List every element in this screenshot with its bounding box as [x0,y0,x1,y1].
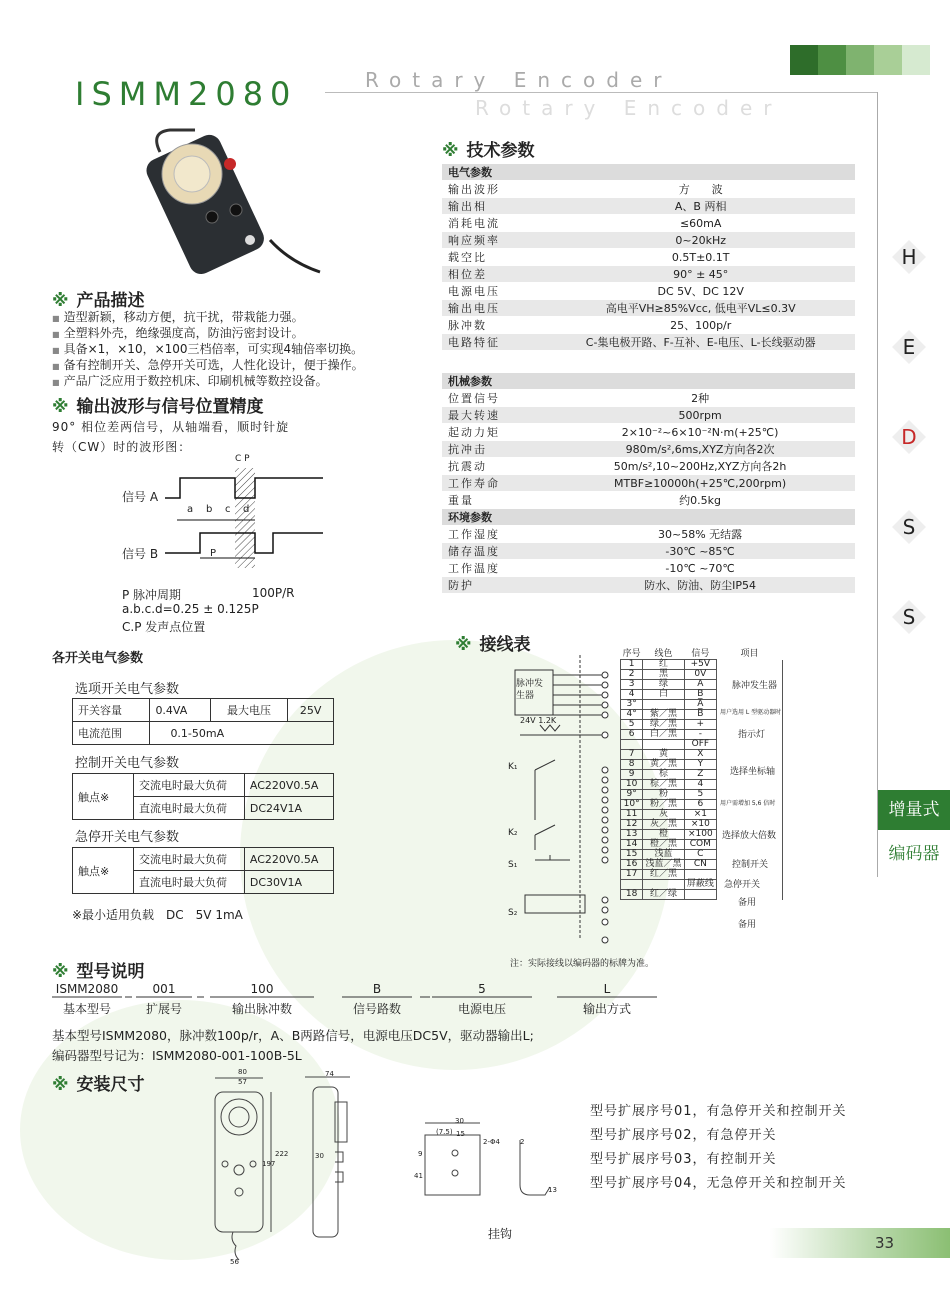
list-item: ■ 产品广泛应用于数控机床、印刷机械等数控设备。 [52,374,447,390]
cell: 灰／黑 [643,820,684,830]
generator-label: 脉冲发生器 [516,679,544,701]
wiring-heading: ※ 接线表 [455,635,531,655]
param-label: 位置信号 [442,390,545,407]
electrical-table [442,164,855,351]
group-row [442,509,855,526]
group-row [442,373,855,390]
model-label: 电源电压 [457,1002,506,1016]
cell: ×1 [684,810,716,820]
table-row [442,181,855,198]
param-value: 约0.5kg [545,492,855,509]
cell [643,700,684,710]
seg-d: d [243,504,250,515]
led-label: 24V 1.2K [520,716,557,725]
subtitle-echo: Rotary Encoder [475,96,783,120]
group-ctrl: 控制开关 [732,860,769,870]
cell: 棕／黑 [643,780,684,790]
side-letter: S [892,510,926,544]
param-value: 30~58% 无结露 [545,526,855,543]
table-row [442,283,855,300]
estop-switch-title: 急停开关电气参数 [75,830,180,845]
param-value: 0.5T±0.1T [546,249,855,266]
param-value: 0~20kHz [546,232,855,249]
cell: C [684,850,716,860]
model-label: 信号路数 [352,1002,401,1016]
param-label: 电路特征 [442,334,546,351]
cell [684,890,716,900]
list-item: 型号扩展序号02，有急停开关 [590,1128,777,1143]
cell: 4 [684,780,716,790]
group-spare1: 备用 [738,898,757,908]
table-row [621,780,783,790]
cell: 11 [621,810,643,820]
cell: 4° [621,710,643,720]
model-example: 编码器型号记为：ISMM2080-001-100B-5L [52,1048,302,1063]
cell [717,750,783,760]
green-square [902,45,930,75]
table-row [442,215,855,232]
green-square [818,45,846,75]
switch-heading: 各开关电气参数 [52,651,144,666]
param-value: 防水、防油、防尘IP54 [545,577,855,594]
cell: Y [684,760,716,770]
cell: 10 [621,780,643,790]
desc-heading: ※ 产品描述 [52,291,145,311]
param-value: A、B 两相 [546,198,855,215]
cell [717,740,783,750]
table-row [442,458,855,475]
opt-switch-title: 选项开关电气参数 [75,682,180,697]
list-item: ■ 具备×1，×10，×100三档倍率，可实现4轴倍率切换。 [52,342,447,358]
param-label: 抗冲击 [442,441,545,458]
param-value: 2种 [545,390,855,407]
param-value: 980m/s²,6ms,XYZ方向各2次 [545,441,855,458]
param-label: 抗震动 [442,458,545,475]
list-item: ■ 全塑料外壳，绝缘强度高，防油污密封设计。 [52,326,447,342]
param-label: 最大转速 [442,407,545,424]
dim-label: 15 [456,1130,465,1138]
period-label: P [210,548,217,559]
wiring-note: 注：实际接线以编码器的标牌为准。 [510,959,655,969]
dim-label: 41 [414,1172,423,1180]
cell: + [684,720,716,730]
s1-label: S₁ [508,860,518,870]
cell: +5V [684,660,716,670]
dim-label: 2 [520,1138,525,1146]
param-value: -10℃ ~70℃ [545,560,855,577]
cell: - [684,730,716,740]
cell: 0.1-50mA [150,722,334,745]
model-label: 基本型号 [62,1002,111,1016]
dim-label: 2-Φ4 [483,1138,500,1146]
table-row [442,543,855,560]
dim-label: 222 [275,1150,289,1158]
cell [621,740,643,750]
header-cell: 线色 [654,649,673,659]
ctrl-switch-title: 控制开关电气参数 [75,756,180,771]
cell: 棕 [643,770,684,780]
cell: 6 [621,730,643,740]
cell: 3° [621,700,643,710]
cell: DC24V1A [244,797,333,820]
param-label: 工作湿度 [442,526,545,543]
cell: 黄 [643,750,684,760]
param-value: 方 波 [546,181,855,198]
cell: 橙 [643,830,684,840]
cell: AC220V0.5A [244,774,333,797]
param-label: 电源电压 [442,283,546,300]
s2-label: S₂ [508,908,518,918]
model-code: B [372,982,382,996]
cell: 紫／黑 [643,710,684,720]
table-row [621,660,783,670]
legend-period: P 脉冲周期 [122,588,182,602]
seg-b: b [206,504,213,515]
list-item: ■ 造型新颖，移动方便，抗干扰，带栽能力强。 [52,310,447,326]
cell [684,870,716,880]
subtitle: Rotary Encoder [365,68,673,92]
cell: Z [684,770,716,780]
green-square [846,45,874,75]
cell: 灰 [643,810,684,820]
param-label: 防护 [442,577,545,594]
legend-cp: C.P 发声点位置 [122,620,206,634]
table-row [621,810,783,820]
table-row [442,560,855,577]
dim-label: 74 [325,1070,334,1078]
cell: 5 [684,790,716,800]
table-row [621,690,783,700]
cell: 触点※ [73,848,134,894]
dim-label: 56 [230,1258,239,1266]
cell: CN [684,860,716,870]
cell: OFF [684,740,716,750]
cell [643,740,684,750]
dim-label: 13 [548,1186,557,1194]
mechanical-table [442,373,855,594]
cell: 触点※ [73,774,134,820]
header-cell: 序号 [622,649,641,659]
product-photo [140,122,330,282]
cell: 0V [684,670,716,680]
cell: 交流电时最大负荷 [134,848,245,871]
group-note1: 用户选用 L 型驱动器时 [720,709,782,716]
table-row [442,492,855,509]
param-label: 输出波形 [442,181,546,198]
table-row [442,232,855,249]
param-label: 重量 [442,492,545,509]
cell: B [684,690,716,700]
cell [717,840,783,850]
cell: 直流电时最大负荷 [134,797,245,820]
param-value: 25、100p/r [546,317,855,334]
table-row [442,475,855,492]
group-indicator: 指示灯 [738,730,766,740]
param-label: 工作寿命 [442,475,545,492]
category-label: 增量式 [878,790,950,830]
param-value: 90° ± 45° [546,266,855,283]
cell: 白／黑 [643,730,684,740]
category-label: 编码器 [888,844,940,864]
list-item: 型号扩展序号03，有控制开关 [590,1152,777,1167]
model-label: 输出方式 [582,1002,631,1016]
min-load-note: ※最小适用负载 DC 5V 1mA [72,908,243,922]
param-label: 相位差 [442,266,546,283]
param-value: 高电平VH≥85%Vcc, 低电平VL≤0.3V [546,300,855,317]
cell: DC30V1A [244,871,333,894]
cp-label: C P [235,454,250,464]
cell: 18 [621,890,643,900]
cell: B̅ [684,710,716,720]
cell [621,880,643,890]
cell: 25V [288,699,334,722]
cell: 0.4VA [150,699,210,722]
cell: 16 [621,860,643,870]
group-title: 环境参数 [442,509,855,526]
table-row [442,526,855,543]
cell: 13 [621,830,643,840]
cell [717,780,783,790]
side-letter: E [892,330,926,364]
cell: 电流范围 [73,722,150,745]
group-pulse: 脉冲发生器 [732,681,778,691]
seg-a: a [187,504,194,515]
waveform-heading: ※ 输出波形与信号位置精度 [52,397,264,417]
table-row [442,334,855,351]
cell: 1 [621,660,643,670]
cell: 红／黑 [643,870,684,880]
group-title: 机械参数 [442,373,855,390]
cell: ×10 [684,820,716,830]
cell: 9° [621,790,643,800]
param-label: 工作温度 [442,560,545,577]
group-mult: 选择放大倍数 [722,831,777,841]
cell: X [684,750,716,760]
model-code: 5 [478,982,486,996]
param-value: C-集电极开路、F-互补、E-电压、L-长线驱动器 [546,334,855,351]
cell: 红 [643,660,684,670]
param-value: DC 5V、DC 12V [546,283,855,300]
dim-label: 30 [315,1152,324,1160]
cell: 5 [621,720,643,730]
page-bar [770,1228,950,1258]
header-rule [325,92,878,93]
cell: COM [684,840,716,850]
header-cell: 信号 [691,649,710,659]
green-square [874,45,902,75]
param-value: ≤60mA [546,215,855,232]
group-title: 电气参数 [442,164,855,181]
cell: 3 [621,680,643,690]
param-label: 脉冲数 [442,317,546,334]
model-code: ISMM2080 [55,982,119,996]
side-letter: H [892,240,926,274]
waveform-text: 90° 相位差两信号，从轴端看，顺时针旋 [52,420,290,434]
table-row [442,424,855,441]
group-estop: 急停开关 [724,880,761,890]
cell: 直流电时最大负荷 [134,871,245,894]
dim-label: 9 [418,1150,423,1158]
model-code: L [603,982,611,996]
cell: 白 [643,690,684,700]
dim-label: 57 [238,1078,247,1086]
table-row [442,198,855,215]
table-row [442,317,855,334]
cell: 橙／黑 [643,840,684,850]
seg-c: c [225,504,231,515]
cell: 8 [621,760,643,770]
hook-drawing [410,1115,570,1225]
cell: 红／绿 [643,890,684,900]
side-rule [877,92,878,877]
list-item: 型号扩展序号04，无急停开关和控制开关 [590,1176,847,1191]
cell: 15 [621,850,643,860]
cell: 粉 [643,790,684,800]
cell [717,660,783,670]
page-number: 33 [875,1234,895,1252]
model-code: 001 [152,982,176,996]
cell: 9 [621,770,643,780]
green-square [790,45,818,75]
k1-label: K₁ [508,762,518,772]
param-label: 消耗电流 [442,215,546,232]
cell: 7 [621,750,643,760]
cell: ×100 [684,830,716,840]
cell: 最大电压 [210,699,287,722]
legend-tolerance: a.b.c.d=0.25 ± 0.125P [122,602,259,616]
table-row [442,577,855,594]
option-list [590,1100,847,1196]
param-value: 50m/s²,10~200Hz,XYZ方向各2h [545,458,855,475]
param-value: 500rpm [545,407,855,424]
model-heading: ※ 型号说明 [52,962,145,982]
page-title: ISMM2080 [75,75,298,113]
cell: 绿 [643,680,684,690]
signal-b-label: 信号 B [122,547,159,561]
cell: 交流电时最大负荷 [134,774,245,797]
dim-label: 80 [238,1068,247,1076]
cell: AC220V0.5A [244,848,333,871]
param-label: 响应频率 [442,232,546,249]
model-label: 输出脉冲数 [231,1002,292,1016]
legend-period-value: 100P/R [252,586,295,600]
group-row [442,164,855,181]
cell: 14 [621,840,643,850]
cell: A [684,680,716,690]
table-row [621,740,783,750]
cell: 6 [684,800,716,810]
cell: 开关容量 [73,699,150,722]
list-item: ■ 备有控制开关、急停开关可选，人性化设计，便于操作。 [52,358,447,374]
install-drawing [205,1072,365,1272]
cell: 黑 [643,670,684,680]
cell: A̅ [684,700,716,710]
table-row [621,890,783,900]
param-value: MTBF≥10000h(+25℃,200rpm) [545,475,855,492]
table-row [621,840,783,850]
list-item: 型号扩展序号01，有急停开关和控制开关 [590,1104,847,1119]
table-row [442,441,855,458]
param-label: 输出相 [442,198,546,215]
group-spare2: 备用 [738,920,757,930]
dim-label: 197 [262,1160,276,1168]
dim-label: 30 [455,1117,464,1125]
model-code: 100 [250,982,274,996]
desc-list [52,310,447,390]
table-row [442,300,855,317]
cell: 2 [621,670,643,680]
cell: 17 [621,870,643,880]
hook-label: 挂钩 [488,1227,513,1241]
waveform-text: 转（CW）时的波形图： [52,440,192,454]
param-label: 储存温度 [442,543,545,560]
side-letter: D [892,420,926,454]
param-label: 起动力矩 [442,424,545,441]
cell: 10° [621,800,643,810]
side-letter: S [892,600,926,634]
cell: 浅蓝／黑 [643,860,684,870]
cell [717,810,783,820]
cell: 粉／黑 [643,800,684,810]
param-value: 2×10⁻²~6×10⁻²N·m(+25℃) [545,424,855,441]
opt-switch-table [72,698,334,745]
header-cell: 项目 [740,649,759,660]
table-row [442,407,855,424]
param-label: 载空比 [442,249,546,266]
cell [643,880,684,890]
param-value: -30℃ ~85℃ [545,543,855,560]
dim-label: (7.5) [436,1128,453,1136]
k2-label: K₂ [508,828,518,838]
param-label: 输出电压 [442,300,546,317]
group-note2: 用户需增加 5,6 倍时 [720,800,776,807]
ctrl-switch-table [72,773,334,820]
group-axis: 选择坐标轴 [730,767,776,777]
cell: 绿／黑 [643,720,684,730]
signal-a-label: 信号 A [122,490,159,504]
table-row [442,390,855,407]
cell: 屏蔽线 [684,880,716,890]
install-heading: ※ 安装尺寸 [52,1075,145,1095]
cell: 4 [621,690,643,700]
cell: 浅蓝 [643,850,684,860]
model-example: 基本型号ISMM2080，脉冲数100p/r，A、B两路信号，电源电压DC5V，驱动器输出L; [52,1028,534,1043]
estop-switch-table [72,847,334,894]
table-row [442,249,855,266]
cell [717,690,783,700]
table-row [621,750,783,760]
cell: 12 [621,820,643,830]
tech-heading: ※ 技术参数 [442,141,535,161]
table-row [442,266,855,283]
model-label: 扩展号 [145,1002,182,1016]
cell: 黄／黑 [643,760,684,770]
